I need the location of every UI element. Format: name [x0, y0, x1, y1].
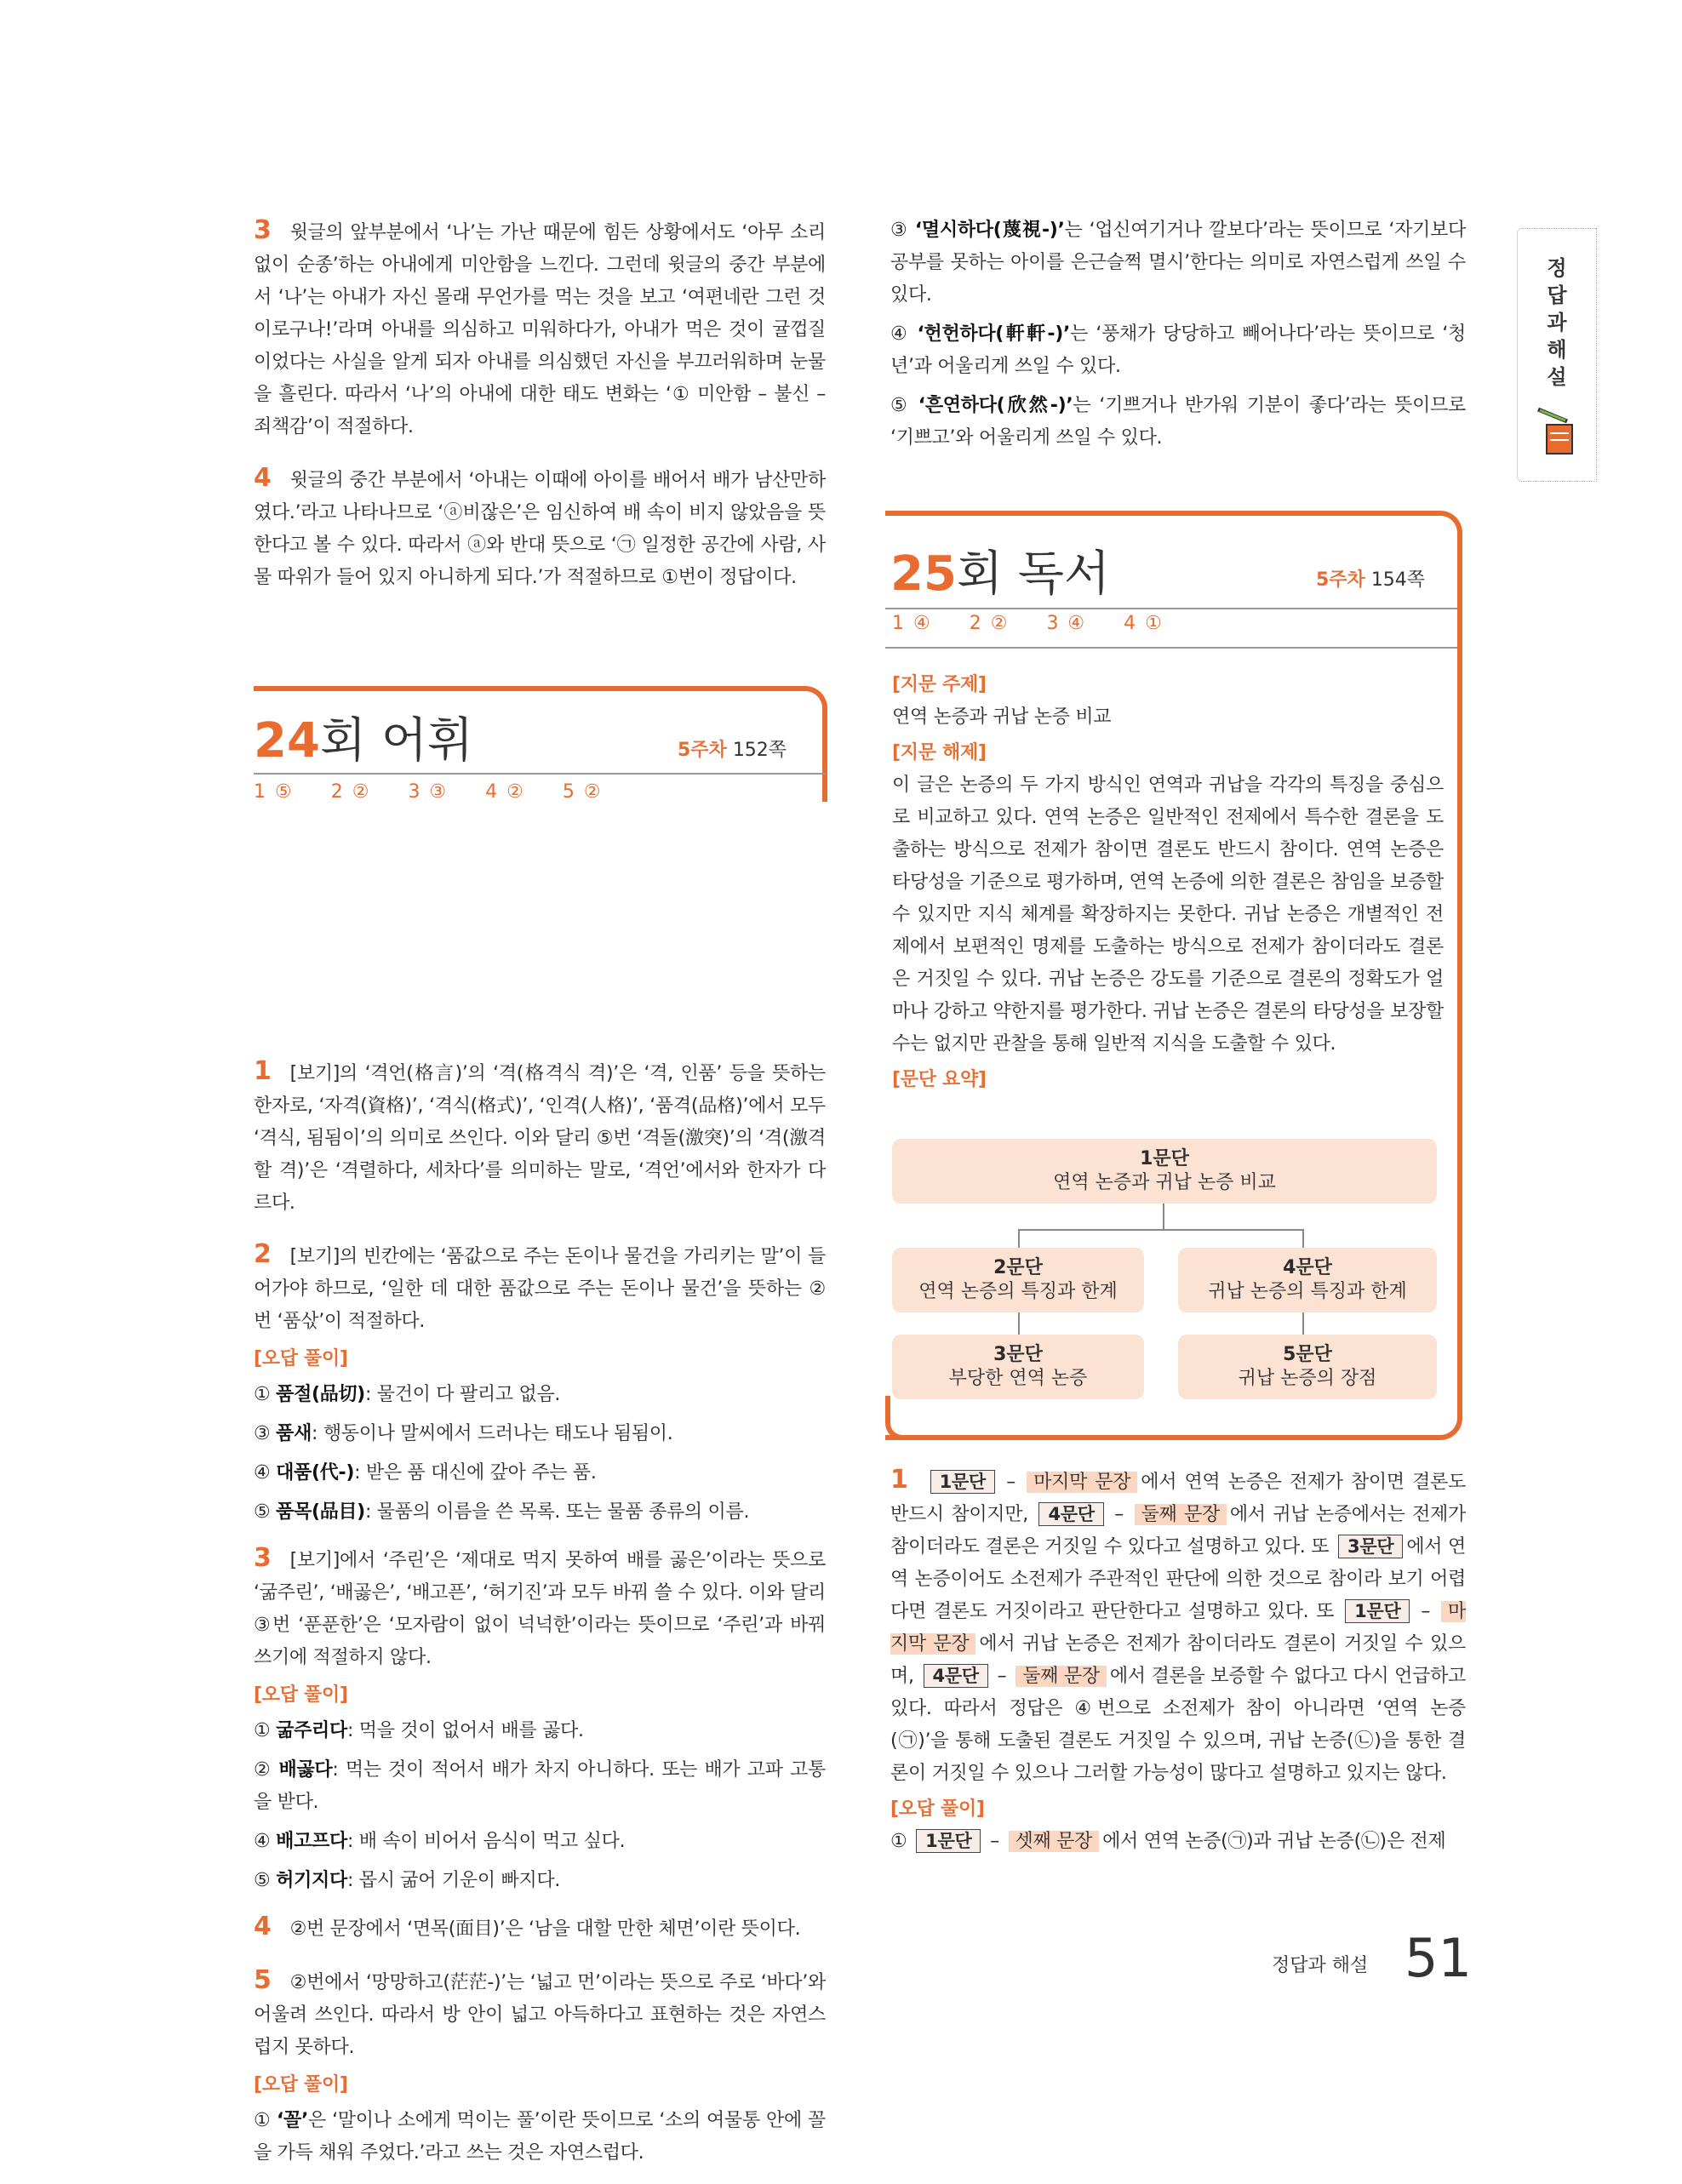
q2 [254, 1238, 826, 1338]
item-desc: : 먹는 것이 적어서 배가 차지 아니하다. 또는 배가 고파 고통을 받다. [254, 1759, 826, 1813]
answer-item: 5 ② [562, 781, 601, 803]
q3-item-1 [254, 1715, 826, 1747]
box-title: 1문단 [1140, 1148, 1189, 1169]
paragraph-text: [보기]에서 ‘주린’은 ‘제대로 먹지 못하여 배를 곯은’이라는 뜻으로 ‘굶주린’, ‘배곯은’, ‘배고픈’, ‘허기진’과 모두 바꿔 쓸 수 있다. 이와 달리 ③번 ‘푼푼한’은 ‘모자람이 없이 넉넉한’이라는 뜻이므로 ‘주린’과 바꿔 쓰기에 적절하지 않다. [254, 1550, 826, 1668]
connector [1018, 1312, 1020, 1335]
item-term: 품절(品切) [276, 1384, 365, 1405]
paragraph-4 [254, 462, 826, 594]
flow-box-2 [892, 1248, 1144, 1312]
q4 [254, 1911, 826, 1946]
section-title [890, 536, 1110, 604]
paragraph-text: ②번 문장에서 ‘면목(面目)’은 ‘남을 대할 만한 체면’이란 뜻이다. [289, 1918, 801, 1940]
paragraph-tag: 4문단 [924, 1664, 988, 1688]
item-number: 1 [254, 1056, 272, 1086]
section-number: 25 [890, 546, 957, 602]
sentence-highlight: 셋째 문장 [1009, 1831, 1100, 1852]
answer-1-wrong-item [890, 1826, 1466, 1858]
item-number: 3 [254, 1543, 272, 1573]
divider [885, 608, 1457, 609]
connector [1302, 1312, 1304, 1335]
box-title: 5문단 [1283, 1344, 1332, 1365]
item-desc: : 물품의 이름을 쓴 목록. 또는 물품 종류의 이름. [364, 1501, 750, 1523]
sentence-highlight: 둘째 문장 [1015, 1666, 1107, 1687]
answer-item: 4 ① [1124, 613, 1162, 634]
paragraph-text: [보기]의 ‘격언(格言)’의 ‘격(格격식 격)’은 ‘격, 인품’ 등을 뜻하는 한자로, ‘자격(資格)’, ‘격식(格式)’, ‘인격(人格)’, ‘품격(品格)’에서 모두 ‘격식, 됨됨이’의 의미로 쓰인다. 이와 달리 ⑤번 ‘격돌(激突)’의 ‘격(激격할 격)’은 ‘격렬하다, 세차다’를 의미하는 말로, ‘격언’에서와 한자가 다르다. [254, 1063, 826, 1214]
q2-wrong-head: [오답 풀이] [254, 1348, 348, 1369]
item-term: 대품(代-) [276, 1462, 355, 1484]
item-marker: ① [254, 1720, 277, 1741]
tab-label: 정 답 과 해 설 [1547, 256, 1567, 389]
explanation-text: 에서 연역 논증(㉠)과 귀납 논증(㉡)은 전제 [1102, 1831, 1446, 1852]
answer-item: 3 ③ [408, 781, 447, 803]
sentence-highlight: 마지막 문장 [890, 1601, 1466, 1655]
answer-item: 2 ② [330, 781, 369, 803]
answer-item: 1 ⑤ [254, 781, 292, 803]
dash: – [1114, 1504, 1124, 1525]
item-desc: 는 ‘풍채가 당당하고 빼어나다’라는 뜻이므로 ‘청년’과 어울리게 쓰일 수 있다. [890, 323, 1466, 377]
box-desc: 귀납 논증의 특징과 한계 [1208, 1281, 1407, 1302]
item-marker: ① [254, 2110, 277, 2131]
section-title-text: 회 어휘 [319, 713, 474, 769]
item-term: 굶주리다 [276, 1720, 347, 1741]
item-marker: ① [890, 1831, 907, 1852]
week-label: 5주차 [1316, 569, 1365, 591]
explanation-text: 에서 결론을 보증할 수 없다고 다시 언급하고 있다. 따라서 정답은 ④번으로 소전제가 참이 아니라면 ‘연역 논증(㉠)’을 통해 도출된 결론도 거짓일 수 있으며, 귀납 논증(㉡)을 통한 결론이 거짓일 수 있으나 그러할 가능성이 많다고 설명하고 있지는 않다. [890, 1666, 1466, 1784]
item-desc: : 행동이나 말씨에서 드러나는 태도나 됨됨이. [312, 1423, 673, 1444]
answer-1-text [890, 1464, 1466, 1790]
q3-item-2 [254, 1754, 826, 1819]
section-week [1316, 565, 1425, 592]
flow-box-1 [892, 1139, 1437, 1203]
item-marker: ③ [890, 220, 915, 241]
paragraph-3 [254, 214, 826, 443]
q2-item-1 [254, 1379, 826, 1411]
q1 [254, 1055, 826, 1220]
item-number: 5 [254, 1965, 272, 1995]
dash: – [990, 1831, 999, 1852]
paragraph-tag: 1문단 [916, 1829, 981, 1853]
q3 [254, 1542, 826, 1674]
paragraph-text: 윗글의 중간 부분에서 ‘아내는 이때에 아이를 배어서 배가 남산만하였다.’라고 나타나므로 ‘ⓐ비잖은’은 임신하여 배 속이 비지 않았음을 뜻한다고 볼 수 있다. 따라서 ⓐ와 반대 뜻으로 ‘㉠ 일정한 공간에 사람, 사물 따위가 들어 있지 아니하게 되다.’가 적절하므로 ①번이 정답이다. [254, 470, 826, 588]
sentence-highlight: 마지막 문장 [1027, 1472, 1137, 1493]
section-number: 24 [254, 713, 320, 769]
explanation-text: 에서 연역 논증은 전제가 참이면 결론도 반드시 참이지만, [890, 1472, 1466, 1525]
box-desc: 부당한 연역 논증 [948, 1368, 1088, 1389]
answer-item: 2 ② [969, 613, 1008, 634]
item-term: 허기지다 [276, 1870, 347, 1891]
item-marker: ⑤ [254, 1870, 277, 1891]
item-term: ‘헌헌하다(軒軒-)’ [917, 323, 1071, 345]
item-term: ‘흔연하다(欣然-)’ [918, 395, 1073, 416]
item-desc: : 몹시 굶어 기운이 빠지다. [346, 1870, 561, 1891]
dash: – [997, 1666, 1007, 1687]
item-term: 배고프다 [276, 1831, 347, 1852]
answer-key [254, 781, 640, 803]
section-25 [885, 511, 1467, 1438]
item-marker: ③ [254, 1423, 277, 1444]
answer-item: 1 ④ [892, 613, 930, 634]
connector [1018, 1229, 1304, 1231]
sentence-highlight: 둘째 문장 [1135, 1504, 1227, 1525]
section-week [678, 735, 787, 762]
page-number: 51 [1405, 1927, 1472, 1989]
item-number: 4 [254, 463, 272, 493]
paragraph-text: ②번에서 ‘망망하고(茫茫-)’는 ‘넓고 먼’이라는 뜻으로 주로 ‘바다’와 어울려 쓰인다. 따라서 방 안이 넓고 아득하다고 표현하는 것은 자연스럽지 못하다. [254, 1972, 826, 2058]
week-label: 5주차 [678, 740, 727, 761]
analysis-text: 이 글은 논증의 두 가지 방식인 연역과 귀납을 각각의 특징을 중심으로 비교하고 있다. 연역 논증은 일반적인 전제에서 특수한 결론을 도출하는 방식으로 전제가 참이면 결론도 반드시 참이다. 연역 논증은 타당성을 기준으로 평가하며, 연역 논증에 의한 결론은 참임을 보증할 수 있지만 지식 체계를 확장하지는 못한다. 귀납 논증은 개별적인 전제에서 보편적인 명제를 도출하는 방식으로 전제가 참이더라도 결론은 거짓일 수 있다. 귀납 논증은 강도를 기준으로 결론의 정확도가 얼마나 강하고 약한지를 평가한다. 귀납 논증은 결론의 타당성을 보장할 수는 없지만 관찰을 통해 일반적 지식을 도출할 수 있다. [892, 775, 1444, 1055]
answer-item: 4 ② [485, 781, 523, 803]
item-desc: : 물건이 다 팔리고 없음. [364, 1384, 561, 1405]
item-number: 3 [254, 215, 272, 245]
item-desc: : 먹을 것이 없어서 배를 곯다. [346, 1720, 584, 1741]
box-desc: 연역 논증과 귀납 논증 비교 [1053, 1172, 1276, 1193]
summary-head: [문단 요약] [892, 1069, 987, 1090]
item-desc: 은 ‘말이나 소에게 먹이는 풀’이란 뜻이므로 ‘소의 여물통 안에 꼴을 가득 채워 주었다.’라고 쓰는 것은 자연스럽다. [254, 2110, 826, 2164]
q3-item-4 [254, 1826, 826, 1858]
q3-item-5 [254, 1865, 826, 1897]
box-title: 2문단 [993, 1257, 1043, 1278]
paragraph-text: 윗글의 앞부분에서 ‘나’는 가난 때문에 힘든 상황에서도 ‘아무 소리 없이 순종’하는 아내에게 미안함을 느낀다. 그런데 윗글의 중간 부분에서 ‘나’는 아내가 자신 몰래 무언가를 먹는 것을 보고 ‘여편네란 그런 것이로구나!’라며 아내를 의심하고 미워하다가, 아내가 먹은 것이 귤껍질이었다는 사실을 알게 되자 아내를 의심했던 자신을 부끄러워하며 눈물을 흘린다. 따라서 ‘나’의 아내에 대한 태도 변화는 ‘① 미안함 – 불신 – 죄책감’이 적절하다. [254, 222, 826, 437]
item-marker: ⑤ [254, 1501, 277, 1523]
box-title: 4문단 [1283, 1257, 1332, 1278]
flow-box-3 [892, 1335, 1144, 1399]
explanation-text: 에서 귀납 논증은 전제가 참이더라도 결론이 거짓일 수 있으며, [890, 1633, 1466, 1687]
item-marker: ④ [254, 1462, 277, 1484]
explanation-text: 에서 연역 논증이어도 소전제가 주관적인 판단에 의한 것으로 참이라 보기 어렵다면 결론도 거짓이라고 판단한다고 설명하고 있다. 또 [890, 1536, 1466, 1622]
theme-head: [지문 주제] [892, 674, 987, 695]
item-number: 2 [254, 1239, 272, 1269]
q5-item-1 [254, 2105, 826, 2170]
section-24-header [254, 686, 826, 805]
item-marker: ④ [254, 1831, 277, 1852]
q2-item-5 [254, 1496, 826, 1529]
passage-info [892, 669, 1444, 1096]
item-marker: ⑤ [890, 395, 918, 416]
box-desc: 귀납 논증의 장점 [1238, 1368, 1377, 1389]
answer-key [892, 613, 1201, 634]
paragraph-text: [보기]의 빈칸에는 ‘품값으로 주는 돈이나 물건을 가리키는 말’이 들어가야 하므로, ‘일한 데 대한 품값으로 주는 돈이나 물건’을 뜻하는 ②번 ‘품삯’이 적절하다. [254, 1246, 826, 1332]
item-desc: : 받은 품 대신에 갚아 주는 품. [354, 1462, 597, 1484]
explanation-text: 에서 귀납 논증에서는 전제가 참이더라도 결론은 거짓일 수 있다고 설명하고 있다. 또 [890, 1504, 1466, 1558]
item-term: 배곯다 [278, 1759, 333, 1781]
item-desc: 는 ‘기쁘거나 반가워 기분이 좋다’라는 뜻이므로 ‘기쁘고’와 어울리게 쓰일 수 있다. [890, 395, 1466, 449]
item-number: 4 [254, 1912, 272, 1941]
answer-1-explanation [890, 1464, 1466, 1858]
q5-wrong-head: [오답 풀이] [254, 2074, 348, 2095]
sidebar-tab [1517, 228, 1597, 482]
divider [254, 773, 826, 775]
box-title: 3문단 [993, 1344, 1043, 1365]
dash: – [1421, 1601, 1431, 1622]
item-number: 1 [890, 1465, 908, 1495]
page-ref: 154쪽 [1370, 569, 1426, 591]
item-term: ‘멸시하다(蔑視-)’ [914, 220, 1065, 241]
connector [1018, 1229, 1020, 1248]
paragraph-tag: 3문단 [1338, 1535, 1403, 1558]
answer-item: 3 ④ [1046, 613, 1085, 634]
right-column [890, 214, 1466, 455]
item-marker: ② [254, 1759, 279, 1781]
r-item-3 [890, 214, 1466, 312]
item-marker: ④ [890, 323, 918, 345]
r-item-4 [890, 318, 1466, 383]
connector [1302, 1229, 1304, 1248]
paragraph-tag: 4문단 [1038, 1502, 1103, 1526]
section-title [254, 703, 473, 771]
section-title-text: 회 독서 [956, 546, 1111, 602]
item-marker: ① [254, 1384, 277, 1405]
frame-corner [885, 1396, 916, 1440]
box-desc: 연역 논증의 특징과 한계 [918, 1281, 1118, 1302]
item-term: 품새 [276, 1423, 312, 1444]
answer-1-wrong-head: [오답 풀이] [890, 1798, 985, 1820]
paragraph-tag: 1문단 [1345, 1599, 1410, 1623]
analysis-head: [지문 해제] [892, 742, 987, 763]
item-desc: 는 ‘업신여기거나 깔보다’라는 뜻이므로 ‘자기보다 공부를 못하는 아이를 은근슬쩍 멸시’한다는 의미로 자연스럽게 쓰일 수 있다. [890, 220, 1466, 306]
r-item-5 [890, 390, 1466, 455]
divider [885, 647, 1457, 649]
pencil-book-icon [1531, 399, 1582, 459]
item-desc: : 배 속이 비어서 음식이 먹고 싶다. [346, 1831, 626, 1852]
dash: – [1006, 1472, 1015, 1493]
left-column [254, 214, 826, 2176]
item-term: ‘꼴’ [276, 2110, 309, 2131]
flow-box-4 [1178, 1248, 1437, 1312]
q2-item-4 [254, 1457, 826, 1489]
flow-box-5 [1178, 1335, 1437, 1399]
q3-wrong-head: [오답 풀이] [254, 1684, 348, 1706]
item-term: 품목(品目) [276, 1501, 365, 1523]
footer-label: 정답과 해설 [1272, 1955, 1369, 1976]
connector [1163, 1203, 1164, 1229]
theme-text: 연역 논증과 귀납 논증 비교 [892, 706, 1112, 728]
q5 [254, 1964, 826, 2064]
q2-item-3 [254, 1418, 826, 1450]
page-ref: 152쪽 [732, 740, 787, 761]
paragraph-tag: 1문단 [930, 1470, 995, 1494]
